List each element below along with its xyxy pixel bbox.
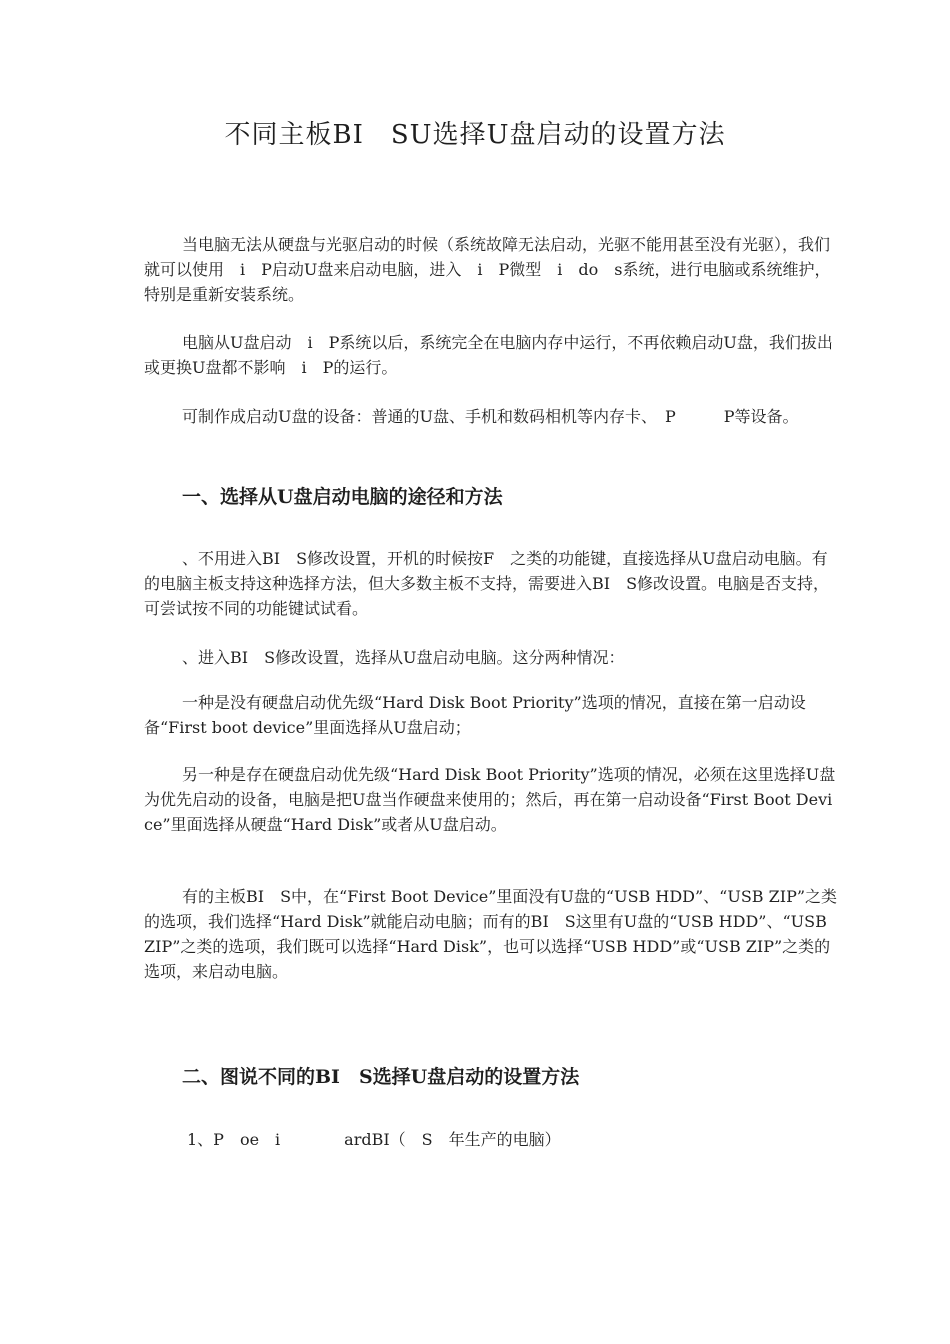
document-title: 不同主板BI SU选择U盘启动的设置方法 bbox=[224, 120, 726, 150]
section1-case-2: 另一种是存在硬盘启动优先级“Hard Disk Boot Priority”选项的情况，必须在这里选择U盘为优先启动的设备，电脑是把U盘当作硬盘来使用的；然后，再在第一启动设备“First Boot Device”里面选择从硬盘“Hard Disk”或者从U盘启动。 bbox=[144, 765, 836, 834]
section-heading-2: 二、图说不同的BI S选择U盘启动的设置方法 bbox=[182, 1066, 580, 1088]
section2-item-1: 1、P oe i ardBI（ S 年生产的电脑） bbox=[187, 1130, 561, 1149]
section1-case-1: 一种是没有硬盘启动优先级“Hard Disk Boot Priority”选项的情况，直接在第一启动设备“First boot device”里面选择从U盘启动； bbox=[144, 693, 806, 737]
section1-item-2: 、进入BI S修改设置，选择从U盘启动电脑。这分两种情况： bbox=[182, 648, 625, 667]
section-heading-1: 一、选择从U盘启动电脑的途径和方法 bbox=[182, 486, 503, 508]
section1-item-1: 、不用进入BI S修改设置，开机的时候按F 之类的功能键，直接选择从U盘启动电脑。有的电脑主板支持这种选择方法，但大多数主板不支持，需要进入BI S修改设置。电脑是否支持，可尝试按不同的功能键试试看。 bbox=[144, 549, 830, 618]
section1-note: 有的主板BI S中，在“First Boot Device”里面没有U盘的“USB HDD”、“USB ZIP”之类的选项，我们选择“Hard Disk”就能启动电脑；而有的BI S这里有U盘的“USB HDD”、“USB ZIP”之类的选项，我们既可以选择“Hard Disk”，也可以选择“USB HDD”或“USB ZIP”之类的选项，来启动电脑。 bbox=[144, 887, 838, 981]
intro-paragraph-1: 当电脑无法从硬盘与光驱启动的时候（系统故障无法启动，光驱不能用甚至没有光驱），我们就可以使用 i P启动U盘来启动电脑，进入 i P微型 i do s系统，进行电脑或系统维护，特别是重新安装系统。 bbox=[144, 235, 831, 304]
intro-paragraph-2: 电脑从U盘启动 i P系统以后，系统完全在电脑内存中运行，不再依赖启动U盘，我们拔出或更换U盘都不影响 i P的运行。 bbox=[144, 333, 833, 377]
intro-paragraph-3: 可制作成启动U盘的设备：普通的U盘、手机和数码相机等内存卡、 P P等设备。 bbox=[182, 407, 799, 426]
